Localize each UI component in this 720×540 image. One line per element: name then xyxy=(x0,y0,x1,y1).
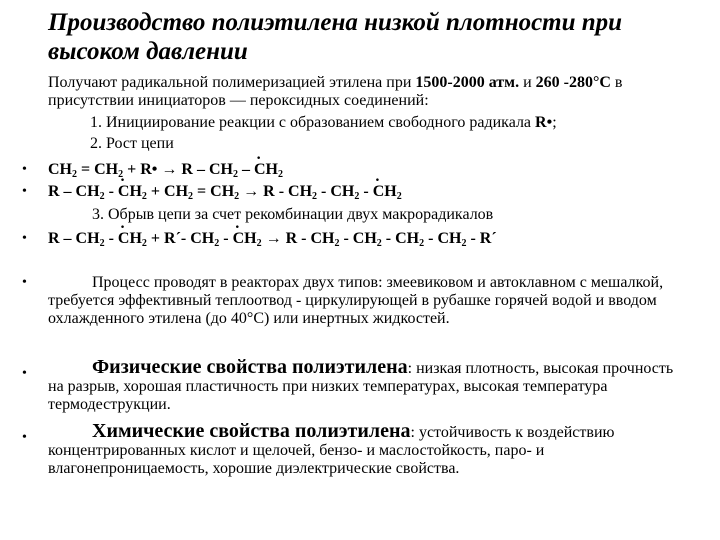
intro-temperature: 260 -280°С xyxy=(535,74,611,91)
chemical-properties xyxy=(48,422,688,478)
bullet: • xyxy=(22,366,27,381)
step-initiation-text: 1. Инициирование реакции с образованием свободного радикала xyxy=(90,114,536,131)
bullet: • xyxy=(22,184,27,199)
physical-properties xyxy=(48,358,688,414)
bullet: • xyxy=(22,162,27,177)
step-termination: 3. Обрыв цепи за счет рекомбинации двух макрорадикалов xyxy=(92,206,494,223)
bullet: • xyxy=(22,231,27,246)
equation-initiation: $CH_2 = CH_2$ + R• → R – $CH_2$ – · $CH_2$ xyxy=(48,161,283,179)
equation-termination: R – $CH_2$ - · $CH_2$ + R´- $CH_2$ - · $CH_2 \to R - CH_2 - CH_2 - CH_2 - CH_2$ - R´ xyxy=(48,230,497,248)
intro-text: Получают радикальной полимеризацией этилена при xyxy=(48,74,416,91)
step-initiation xyxy=(90,114,557,132)
chemical-text: : устойчивость к воздействию концентрированных кислот и щелочей, бензо- и маслостойкость, паро- и влагонепроницаемость, хорошие диэлектрические свойства. xyxy=(48,424,615,477)
intro-pressure: 1500-2000 атм. xyxy=(415,74,520,91)
intro-paragraph xyxy=(48,74,698,110)
bullet: • xyxy=(22,430,27,445)
process-paragraph: Процесс проводят в реакторах двух типов: змеевиковом и автоклавном с мешалкой, требуется эффективный теплоотвод - циркулирующей в рубашке горячей водой и вводом охлажденного этилена (до 40°С) или инертных жидкостей. xyxy=(48,274,664,327)
physical-text: : низкая плотность, высокая прочность на разрыв, хорошая пластичность при низких температурах, высокая температура термодеструкции. xyxy=(48,360,674,413)
equation-propagation: R – $CH_2$ - · $CH_2 + CH_2 = CH_2 \to R - CH_2 - CH_2$ - · $CH_2$ xyxy=(48,183,402,201)
bullet: • xyxy=(22,275,27,290)
intro-post: в присутствии инициаторов — пероксидных соединений: xyxy=(48,74,623,109)
chemical-heading: Химические свойства полиэтилена xyxy=(92,420,411,442)
physical-heading: Физические свойства полиэтилена xyxy=(92,356,408,378)
slide-title: Производство полиэтилена низкой плотности при высоком давлении xyxy=(48,9,623,65)
intro-mid: и xyxy=(519,74,536,91)
step-initiation-end: ; xyxy=(552,114,557,131)
step-propagation: 2. Рост цепи xyxy=(90,135,174,152)
radical-symbol: R• xyxy=(535,114,553,131)
